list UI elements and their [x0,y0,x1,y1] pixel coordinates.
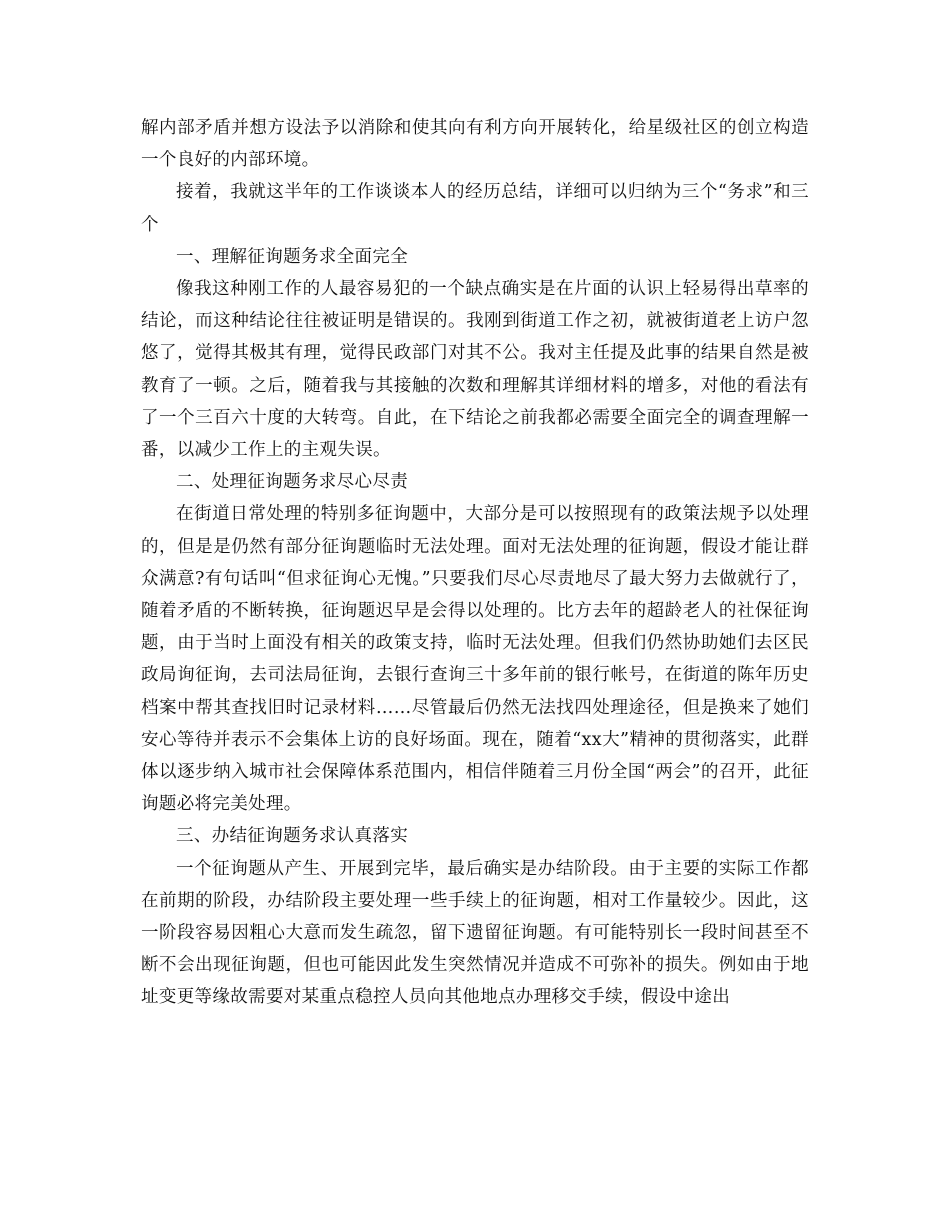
section-heading-3: 三、办结征询题务求认真落实 [176,826,409,847]
paragraph-section-1: 像我这种刚工作的人最容易犯的一个缺点确实是在片面的认识上轻易得出草率的结论，而这种结论往往被证明是错误的。我刚到街道工作之初，就被街道老上访户忽悠了，觉得其极其有理，觉得民政部门对其不公。我对主任提及此事的结果自然是被教育了一顿。之后，随着我与其接触的次数和理解其详细材料的增多，对他的看法有了一个三百六十度的大转弯。自此，在下结论之前我都必需要全面完全的调查理解一番，以减少工作上的主观失误。 [141,279,809,461]
paragraph-section-3: 一个征询题从产生、开展到完毕，最后确实是办结阶段。由于主要的实际工作都在前期的阶段，办结阶段主要处理一些手续上的征询题，相对工作量较少。因此，这一阶段容易因粗心大意而发生疏忽，留下遗留征询题。有可能特别长一段时间甚至不断不会出现征询题，但也可能因此发生突然情况并造成不可弥补的损失。例如由于地址变更等缘故需要对某重点稳控人员向其他地点办理移交手续，假设中途出 [141,858,809,1008]
paragraph-section-2: 在街道日常处理的特别多征询题中，大部分是可以按照现有的政策法规予以处理的，但是是仍然有部分征询题临时无法处理。面对无法处理的征询题，假设才能让群众满意?有句话叫“但求征询心无愧。”只要我们尽心尽责地尽了最大努力去做就行了，随着矛盾的不断转换，征询题迟早是会得以处理的。比方去年的超龄老人的社保征询题，由于当时上面没有相关的政策支持，临时无法处理。但我们仍然协助她们去区民政局询征询，去司法局征询，去银行查询三十多年前的银行帐号，在街道的陈年历史档案中帮其查找旧时记录材料……尽管最后仍然无法找四处理途径，但是换来了她们安心等待并表示不会集体上访的良好场面。现在，随着“xx大”精神的贯彻落实，此群体以逐步纳入城市社会保障体系范围内，相信伴随着三月份全国“两会”的召开，此征询题必将完美处理。 [141,504,809,815]
document-body [141,112,809,1014]
paragraph-continuation: 解内部矛盾并想方设法予以消除和使其向有利方向开展转化，给星级社区的创立构造一个良好的内部环境。 [141,118,809,171]
paragraph-intro: 接着，我就这半年的工作谈谈本人的经历总结，详细可以归纳为三个“务求”和三个 [141,182,809,235]
section-heading-1: 一、理解征询题务求全面完全 [176,246,409,267]
section-heading-2: 二、处理征询题务求尽心尽责 [176,472,409,493]
